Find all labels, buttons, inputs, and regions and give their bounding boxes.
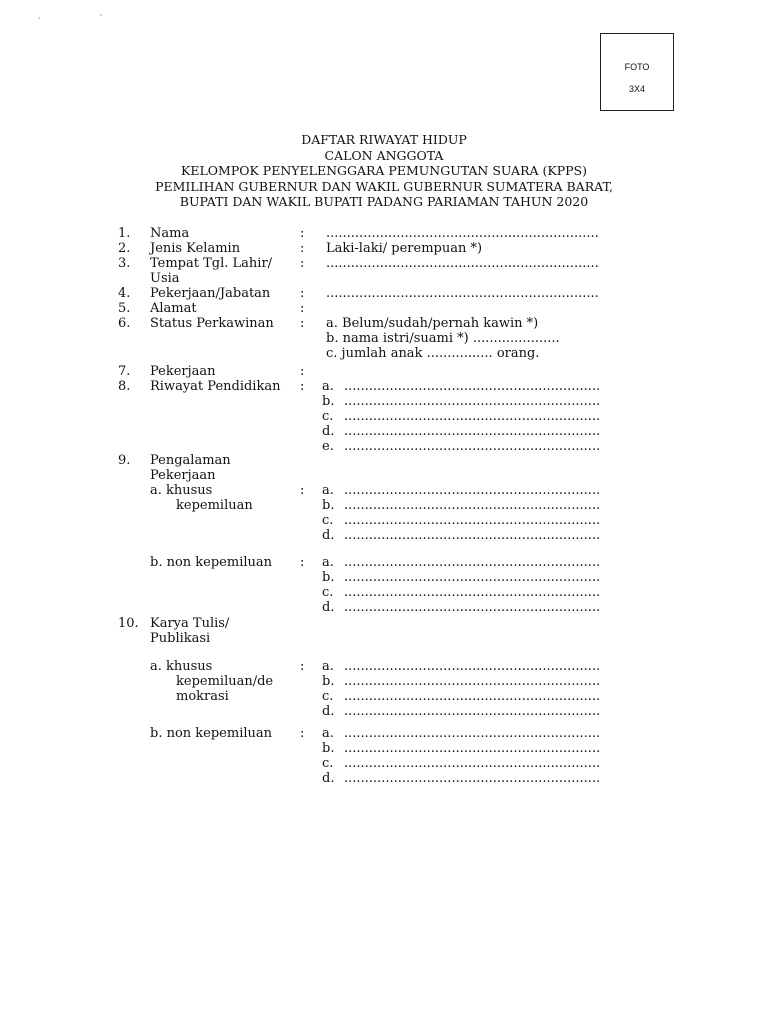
- entry-letter: b.: [322, 498, 335, 513]
- entry-blank[interactable]: ..............................................................: [344, 689, 601, 704]
- subfield-label: a. khusus: [150, 659, 213, 674]
- scan-specks: · `: [38, 14, 132, 23]
- entry-blank[interactable]: ..............................................................: [344, 424, 601, 439]
- field-value-blank[interactable]: ..................................................................: [326, 286, 599, 301]
- entry-blank[interactable]: ..............................................................: [344, 570, 601, 585]
- entry-blank[interactable]: ..............................................................: [344, 513, 601, 528]
- entry-letter: b.: [322, 570, 335, 585]
- field-label: Nama: [150, 226, 190, 241]
- field-number: 7.: [118, 364, 131, 379]
- subfield-label: a. khusus: [150, 483, 213, 498]
- entry-letter: d.: [322, 704, 335, 719]
- entry-letter: a.: [322, 483, 334, 498]
- entry-blank[interactable]: ..............................................................: [344, 498, 601, 513]
- title-line-2: CALON ANGGOTA: [324, 147, 444, 163]
- field-value-blank[interactable]: ..................................................................: [326, 226, 599, 241]
- field-number: 9.: [118, 453, 131, 468]
- field-colon: :: [300, 286, 305, 301]
- document-title: [0, 132, 768, 210]
- field-number: 2.: [118, 241, 131, 256]
- photo-label: FOTO: [624, 62, 650, 72]
- field-number: 6.: [118, 316, 131, 331]
- field-colon: :: [300, 726, 305, 741]
- entry-blank[interactable]: ..............................................................: [344, 756, 601, 771]
- entry-blank[interactable]: ..............................................................: [344, 585, 601, 600]
- subfield-label: b. non kepemiluan: [150, 726, 273, 741]
- field-colon: :: [300, 364, 305, 379]
- entry-letter: a.: [322, 726, 334, 741]
- field-label: Karya Tulis/: [150, 616, 230, 631]
- entry-blank[interactable]: ..............................................................: [344, 771, 601, 786]
- field-label: Alamat: [150, 301, 197, 316]
- title-line-3: KELOMPOK PENYELENGGARA PEMUNGUTAN SUARA (KPPS): [181, 163, 587, 178]
- field-number: 3.: [118, 256, 131, 271]
- entry-letter: c.: [322, 513, 334, 528]
- field-label: Pekerjaan/Jabatan: [150, 286, 271, 301]
- field-colon: :: [300, 301, 305, 316]
- field-label: Jenis Kelamin: [150, 241, 241, 256]
- entry-letter: d.: [322, 771, 335, 786]
- subfield-label: b. non kepemiluan: [150, 555, 273, 570]
- entry-blank[interactable]: ..............................................................: [344, 379, 601, 394]
- subfield-label-continued: mokrasi: [176, 689, 229, 704]
- entry-letter: a.: [322, 555, 334, 570]
- field-label: Pekerjaan: [150, 364, 216, 379]
- field-number: 8.: [118, 379, 131, 394]
- entry-letter: c.: [322, 585, 334, 600]
- status-option-a[interactable]: a. Belum/sudah/pernah kawin *): [326, 316, 539, 331]
- field-colon: :: [300, 555, 305, 570]
- field-label-continued: Usia: [150, 271, 180, 286]
- entry-blank[interactable]: ..............................................................: [344, 659, 601, 674]
- entry-letter: d.: [322, 600, 335, 615]
- entry-letter: d.: [322, 424, 335, 439]
- field-label: Pengalaman: [150, 453, 231, 468]
- field-colon: :: [300, 483, 305, 498]
- entry-blank[interactable]: ..............................................................: [344, 741, 601, 756]
- entry-letter: b.: [322, 394, 335, 409]
- entry-blank[interactable]: ..............................................................: [344, 600, 601, 615]
- entry-blank[interactable]: ..............................................................: [344, 409, 601, 424]
- entry-letter: d.: [322, 528, 335, 543]
- entry-blank[interactable]: ..............................................................: [344, 726, 601, 741]
- title-line-1: DAFTAR RIWAYAT HIDUP: [301, 132, 467, 147]
- subfield-label-continued: kepemiluan/de: [176, 674, 274, 689]
- field-colon: :: [300, 256, 305, 271]
- field-number: 10.: [118, 616, 139, 631]
- field-value[interactable]: Laki-laki/ perempuan *): [326, 241, 483, 256]
- photo-size: 3X4: [628, 84, 645, 94]
- entry-letter: a.: [322, 659, 334, 674]
- entry-letter: b.: [322, 674, 335, 689]
- status-option-c[interactable]: c. jumlah anak ................ orang.: [326, 346, 540, 361]
- title-line-4: PEMILIHAN GUBERNUR DAN WAKIL GUBERNUR SUMATERA BARAT,: [155, 178, 613, 194]
- field-colon: :: [300, 659, 305, 674]
- field-label: Riwayat Pendidikan: [150, 379, 281, 394]
- entry-blank[interactable]: ..............................................................: [344, 555, 601, 570]
- entry-blank[interactable]: ..............................................................: [344, 394, 601, 409]
- entry-letter: a.: [322, 379, 334, 394]
- field-colon: :: [300, 316, 305, 331]
- field-number: 4.: [118, 286, 131, 301]
- entry-letter: e.: [322, 439, 334, 454]
- entry-blank[interactable]: ..............................................................: [344, 674, 601, 689]
- photo-box: [600, 33, 674, 111]
- entry-blank[interactable]: ..............................................................: [344, 704, 601, 719]
- field-label: Tempat Tgl. Lahir/: [150, 256, 273, 271]
- subfield-label-continued: kepemiluan: [176, 498, 253, 513]
- entry-blank[interactable]: ..............................................................: [344, 483, 601, 498]
- field-label: Status Perkawinan: [150, 316, 274, 331]
- entry-letter: c.: [322, 689, 334, 704]
- entry-blank[interactable]: ..............................................................: [344, 439, 601, 454]
- field-label-continued: Publikasi: [150, 631, 211, 646]
- field-colon: :: [300, 226, 305, 241]
- title-line-5: BUPATI DAN WAKIL BUPATI PADANG PARIAMAN TAHUN 2020: [179, 194, 589, 209]
- field-number: 5.: [118, 301, 131, 316]
- field-colon: :: [300, 241, 305, 256]
- entry-letter: c.: [322, 409, 334, 424]
- status-option-b[interactable]: b. nama istri/suami *) .....................: [326, 331, 560, 346]
- field-value-blank[interactable]: ..................................................................: [326, 256, 599, 271]
- field-label-continued: Pekerjaan: [150, 468, 216, 483]
- entry-blank[interactable]: ..............................................................: [344, 528, 601, 543]
- entry-letter: b.: [322, 741, 335, 756]
- field-number: 1.: [118, 226, 131, 241]
- field-colon: :: [300, 379, 305, 394]
- entry-letter: c.: [322, 756, 334, 771]
